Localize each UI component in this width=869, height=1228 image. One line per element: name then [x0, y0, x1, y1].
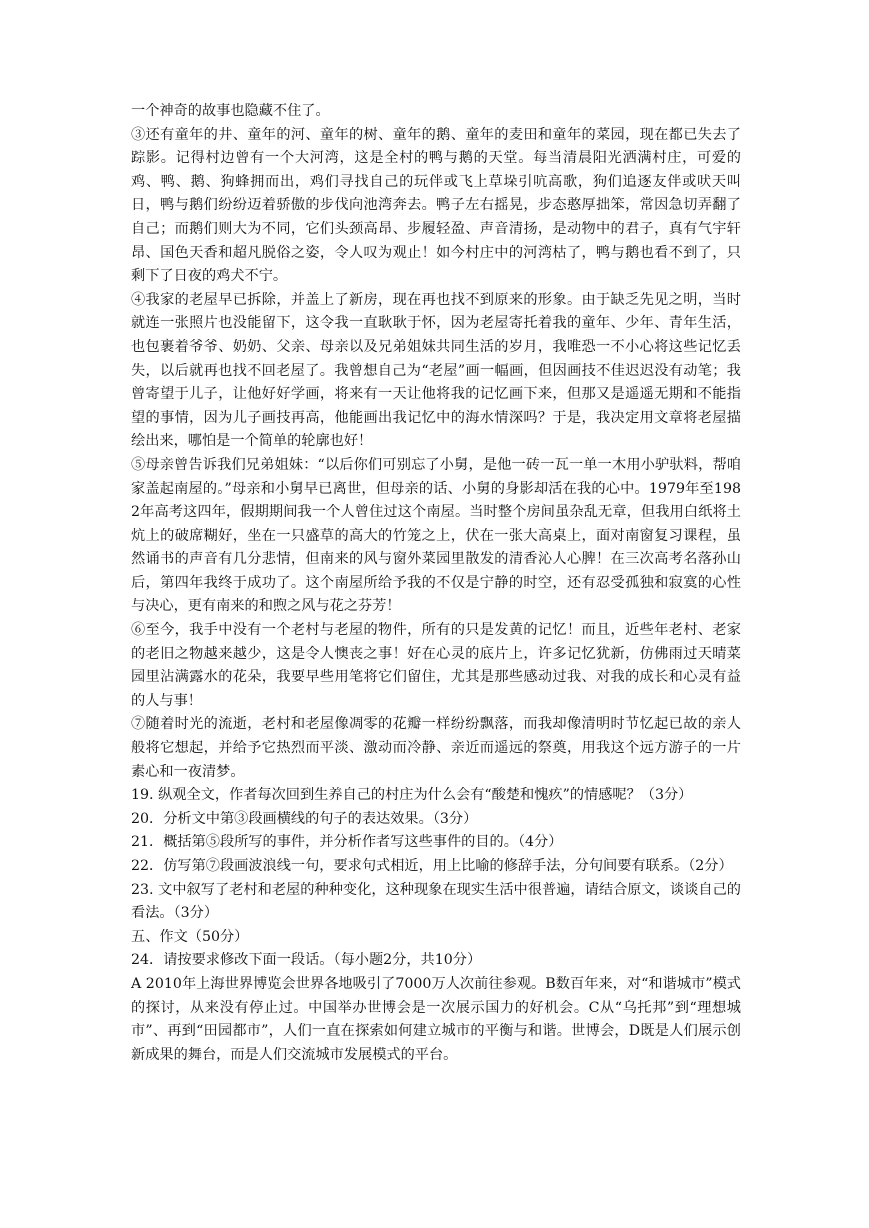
paragraph-4: ④我家的老屋早已拆除，并盖上了新房，现在再也找不到原来的形象。由于缺乏先见之明，当时就连一张照片也没能留下，这令我一直耿耿于怀，因为老屋寄托着我的童年、少年、青年生活，也包裹着爷爷、奶奶、父亲、母亲以及兄弟姐妹共同生活的岁月，我唯恐一不小心将这些记忆丢失，以后就再也找不回老屋了。我曾想自己为“老屋”画一幅画，但因画技不佳迟迟没有动笔；我曾寄望于儿子，让他好好学画，将来有一天让他将我的记忆画下来，但那又是遥遥无期和不能指望的事情，因为儿子画技再高，他能画出我记忆中的海水情深吗？于是，我决定用文章将老屋描绘出来，哪怕是一个简单的轮廓也好！	[131, 291, 741, 450]
section-heading: 五、作文（50分）	[131, 928, 249, 945]
paragraph-7: ⑦随着时光的流逝，老村和老屋像凋零的花瓣一样纷纷飘落，而我却像清明时节忆起已故的亲人般将它想起，并给予它热烈而平淡、激动而冷静、亲近而遥远的祭奠，用我这个远方游子的一片素心和一夜清梦。	[131, 716, 741, 780]
paragraph-3: ③还有童年的井、童年的河、童年的树、童年的鹅、童年的麦田和童年的菜园，现在都已失去了踪影。记得村边曾有一个大河湾，这是全村的鸭与鹅的天堂。每当清晨阳光洒满村庄，可爱的鸡、鸭、鹅、狗蜂拥而出，鸡们寻找自己的玩伴或飞上草垛引吭高歌，狗们追逐友伴或吠天叫日，鸭与鹅们纷纷迈着骄傲的步伐向池湾奔去。鸭子左右摇晃，步态憨厚拙笨，常因急切弄翻了自己；而鹅们则大为不同，它们头颈高昂、步履轻盈、声音清扬，是动物中的君子，真有气宇轩昂、国色天香和超凡脱俗之姿，令人叹为观止！如今村庄中的河湾枯了，鸭与鹅也看不到了，只剩下了日夜的鸡犬不宁。	[131, 126, 741, 285]
question-23: 23. 文中叙写了老村和老屋的种种变化，这种现象在现实生活中很普遍，请结合原文，谈谈自己的看法。（3分）	[131, 881, 741, 922]
question-24-passage: A 2010年上海世界博览会世界各地吸引了7000万人次前往参观。B数百年来，对“和谐城市”模式的探讨，从来没有停止过。中国举办世博会是一次展示国力的好机会。C从“乌托邦”到“理想城市”、再到“田园都市”，人们一直在探索如何建立城市的平衡与和谐。世博会，D既是人们展示创新成果的舞台，而是人们交流城市发展模式的平台。	[131, 975, 741, 1063]
paragraph-5: ⑤母亲曾告诉我们兄弟姐妹：“以后你们可别忘了小舅，是他一砖一瓦一单一木用小驴驮料，帮咱家盖起南屋的。”母亲和小舅早已离世，但母亲的话、小舅的身影却活在我的心中。1979年至1982年高考这四年，假期期间我一个人曾住过这个南屋。当时整个房间虽杂乱无章，但我用白纸将土炕上的破席糊好，坐在一只盛草的高大的竹笼之上，伏在一张大高桌上，面对南窗复习课程，虽然诵书的声音有几分悲情，但南来的风与窗外菜园里散发的清香沁人心脾！在三次高考名落孙山后，第四年我终于成功了。这个南屋所给予我的不仅是宁静的时空，还有忍受孤独和寂寞的心性与决心，更有南来的和煦之风与花之芬芳！	[131, 456, 741, 615]
question-19: 19. 纵观全文，作者每次回到生养自己的村庄为什么会有“酸楚和愧疚”的情感呢？（3分）	[131, 787, 693, 804]
question-20: 20．分析文中第③段画横线的句子的表达效果。（3分）	[131, 810, 478, 827]
paragraph-6: ⑥至今，我手中没有一个老村与老屋的物件，所有的只是发黄的记忆！而且，近些年老村、老家的老旧之物越来越少，这是令人懊丧之事！好在心灵的底片上，许多记忆犹新，仿佛雨过天晴菜园里沾满露水的花朵，我要早些用笔将它们留住，尤其是那些感动过我、对我的成长和心灵有益的人与事！	[131, 622, 741, 709]
paragraph-2-end: 一个神奇的故事也隐藏不住了。	[131, 103, 330, 119]
question-22: 22．仿写第⑦段画波浪线一句，要求句式相近，用上比喻的修辞手法，分句间要有联系。（2分）	[131, 858, 733, 874]
question-24: 24．请按要求修改下面一段话。（每小题2分，共10分）	[131, 952, 482, 969]
question-21: 21．概括第⑤段所写的事件，并分析作者写这些事件的目的。（4分）	[131, 834, 563, 851]
document-page	[131, 100, 741, 1067]
